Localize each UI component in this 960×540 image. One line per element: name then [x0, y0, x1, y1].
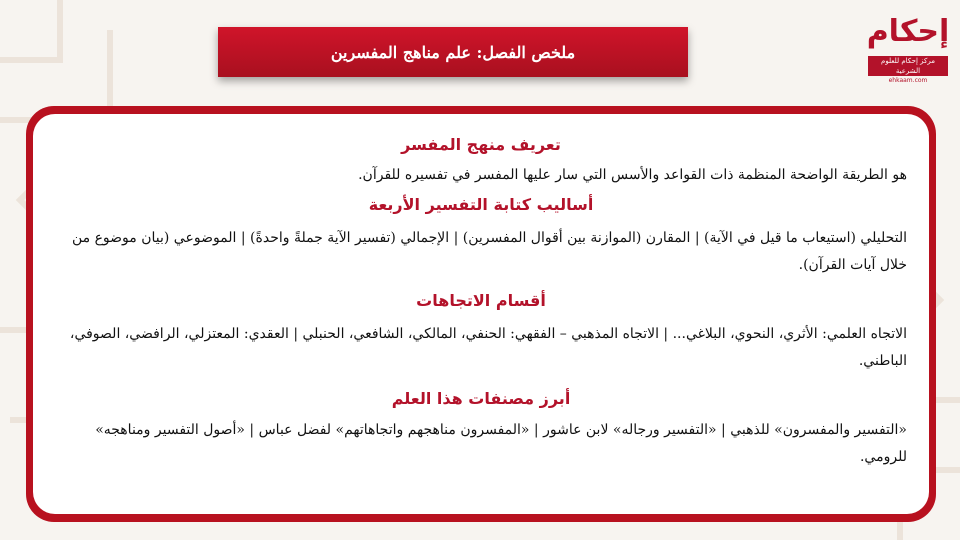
brand-logo: [862, 6, 954, 90]
section-heading-trends: أقسام الاتجاهات: [416, 291, 546, 310]
section-text-trends: الاتجاه العلمي: الأثري، النحوي، البلاغي... | الاتجاه المذهبي – الفقهي: الحنفي، المالكي، الشافعي، الحنبلي | العقدي: المعتزلي، الرافضي، الصوفي، الباطني.: [69, 326, 907, 369]
page-title: ملخص الفصل: علم مناهج المفسرين: [218, 27, 688, 77]
logo-subtitle: مركز إحكام للعلوم الشرعية: [868, 56, 948, 76]
logo-url: ehkaam.com: [888, 77, 928, 84]
section-text-definition: هو الطريقة الواضحة المنظمة ذات القواعد والأسس التي سار عليها المفسر في تفسيره للقرآن.: [358, 167, 907, 183]
content-card: [33, 114, 929, 514]
section-text-works: «التفسير والمفسرون» للذهبي | «التفسير ورجاله» لابن عاشور | «المفسرون مناهجهم واتجاهاتهم» لفضل عباس | «أصول التفسير ومناهجه» للرومي.: [95, 422, 907, 465]
section-heading-definition: تعريف منهج المفسر: [401, 135, 561, 154]
logo-mark: إحكام: [866, 14, 950, 49]
section-text-styles: التحليلي (استيعاب ما قيل في الآية) | المقارن (الموازنة بين أقوال المفسرين) | الإجمالي (تفسير الآية جملةً واحدةً) | الموضوعي (بيان موضوع من خلال آيات القرآن).: [71, 230, 907, 273]
section-heading-works: أبرز مصنفات هذا العلم: [391, 389, 571, 408]
section-heading-styles: أساليب كتابة التفسير الأربعة: [368, 195, 594, 214]
